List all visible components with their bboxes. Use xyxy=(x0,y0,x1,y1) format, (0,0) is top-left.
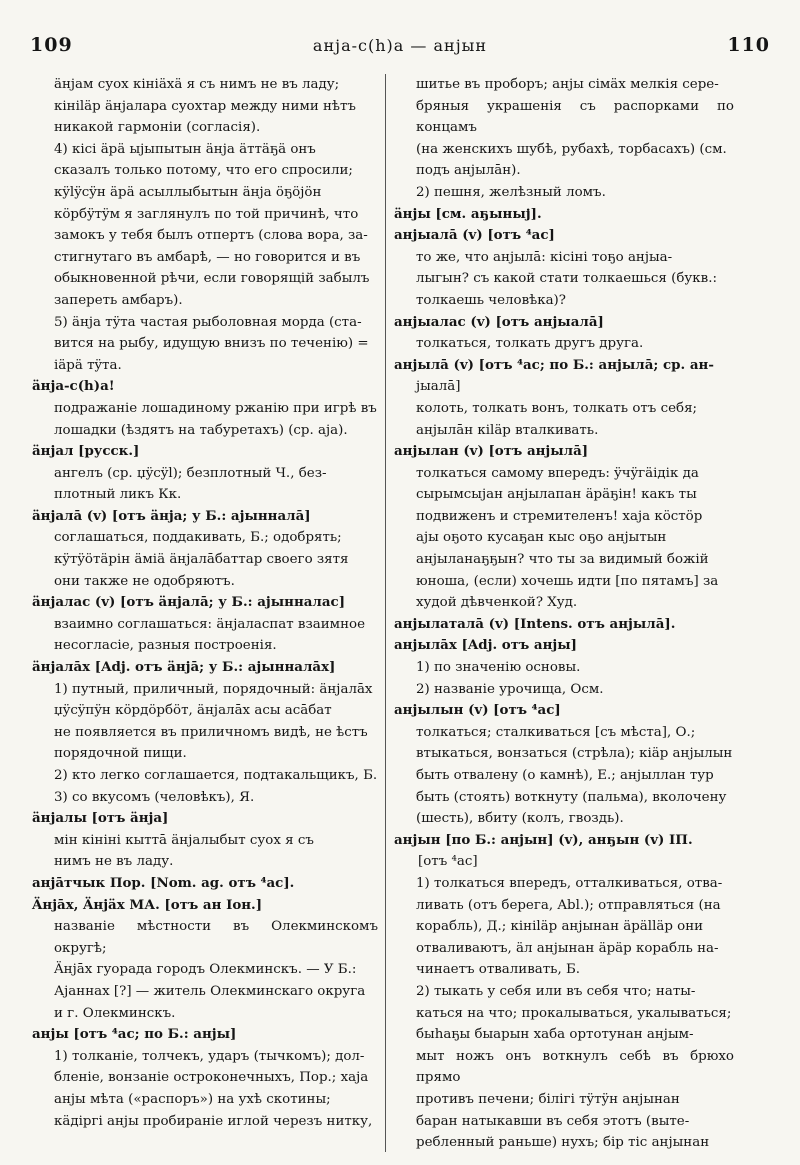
entry-text-line: 1) путный, приличный, порядочный: äнjалāх xyxy=(54,681,373,697)
entry-text-line: кÿlÿсÿн äрä асыллыбытын äнjа öҕöjöн xyxy=(54,184,322,200)
entry-text-line: колоть, толкать вонъ, толкать отъ себя; xyxy=(416,400,698,416)
entry-text-line: порядочной пищи. xyxy=(54,746,187,762)
entry-text-line: отваливаютъ, äл анjынан äрäр корабль на- xyxy=(416,940,719,956)
entry-headword-line: анjын [по Б.: анjын] (v), анҕын (v) IП. xyxy=(394,831,693,848)
entry-text-line: 2) названіе урочища, Осм. xyxy=(416,681,604,697)
entry-headword-line: äнjал [русск.] xyxy=(32,443,140,460)
entry-text-line: лыгын? съ какой стати толкаешься (букв.: xyxy=(416,271,717,287)
entry-text-line: 1) по значенію основы. xyxy=(416,660,581,676)
entry-text-line: толкаться, толкать другъ друга. xyxy=(416,336,644,352)
entry-headword-line: äнjы [см. аҕыныј]. xyxy=(394,205,542,222)
entry-text-line: худой дѣвченкой? Худ. xyxy=(416,595,578,611)
entry-text-line: мыт ножъ онъ воткнулъ себѣ въ брюхо прямо xyxy=(416,1048,734,1086)
entry-headword-line: äнjа-с(h)а! xyxy=(32,378,115,395)
entry-text-line: обыкновенной рѣчи, если говорящій забылъ xyxy=(54,271,370,287)
entry-text-line: втыкаться, вонзаться (стрѣла); кiäр анjылын xyxy=(416,746,733,762)
entry-text-line: не появляется въ приличномъ видѣ, не ѣстъ xyxy=(54,724,368,740)
entry-text-line: 5) äнjа тÿта частая рыболовная морда (ста- xyxy=(54,314,362,330)
entry-text-line: 2) тыкать у себя или въ себя что; наты- xyxy=(416,983,696,999)
running-title: анjа-с(h)а — анjын xyxy=(312,35,488,55)
entry-text-line: подвиженъ и стремителенъ! хаjа кöстöр xyxy=(416,508,703,524)
entry-text-line: запереть амбаръ). xyxy=(54,292,183,308)
entry-headword-line: äнjалā (v) [отъ äнjа; у Б.: аjынналā] xyxy=(32,507,311,524)
entry-text-line: взаимно соглашаться: äнjаласпат взаимное xyxy=(54,616,366,632)
entry-text-line: и г. Олекминскъ. xyxy=(54,1005,176,1021)
entry-headword-line: анjылаталā (v) [Intens. отъ анjылā]. xyxy=(394,615,676,632)
entry-headword-line: анjы [отъ ⁴ас; по Б.: анjы] xyxy=(32,1026,237,1043)
entry-text-line: они также не одобряютъ. xyxy=(54,573,235,589)
entry-text-line: мін кініні кыттā äнjалыбыт суох я съ xyxy=(54,832,314,848)
entry-text-line: (на женскихъ шубѣ, рубахѣ, торбасахъ) (см. xyxy=(416,141,727,157)
entry-text-line: ангелъ (ср. џÿсÿl); безплотный Ч., без- xyxy=(54,465,327,481)
column-divider xyxy=(385,74,386,1152)
entry-headword-line: анjылāх [Adj. отъ анjы] xyxy=(394,637,578,654)
entry-text-line: анjы мѣта («распоръ») на ухѣ скотины; xyxy=(54,1091,331,1107)
entry-text-line: анjыланаҕҕын? что ты за видимый божій xyxy=(416,552,709,568)
entry-headword-line: äнjалас (v) [отъ äнjалā; у Б.: аjынналас] xyxy=(32,594,346,611)
right-page-number: 110 xyxy=(727,34,770,56)
page-header xyxy=(30,28,770,62)
entry-text-line: Аjаннах [?] — житель Олекминскаго округа xyxy=(54,983,366,999)
left-page-number: 109 xyxy=(30,34,73,56)
entry-text-line: быть отвалену (о камнѣ), Е.; анjыллан тур xyxy=(416,768,714,783)
entry-text-line: 3) со вкусомъ (человѣкъ), Я. xyxy=(54,789,255,805)
entry-text-line: äнjам суох кініäхä я съ нимъ не въ ладу; xyxy=(54,77,340,92)
entry-text-line: противъ печени; бiлiгi тÿтÿн анjынан xyxy=(416,1091,680,1107)
entry-text-line: кöрбÿтÿм я заглянулъ по той причинѣ, что xyxy=(54,206,359,222)
entry-text-line: 2) кто легко соглашается, подтакальщикъ, Б. xyxy=(54,768,378,783)
entry-text-line: замокъ у тебя былъ отпертъ (слова вора, за- xyxy=(54,228,368,244)
entry-text-line: лошадки (ѣздятъ на табуретахъ) (ср. аја). xyxy=(54,422,348,438)
entry-text-line: анjылāн кiläр вталкивать. xyxy=(416,422,599,438)
entry-text-line: ливать (отъ берега, Abl.); отправляться (на xyxy=(416,897,721,913)
entry-text-line: кäдiргi анjы пробираніе иглой черезъ нитку, xyxy=(54,1113,373,1129)
entry-text-line: толкаешь человѣка)? xyxy=(416,292,566,308)
entry-text-line: толкаться самому впередъ: ÿчÿгäiдiк да xyxy=(416,465,699,481)
entry-text-line: нимъ не въ ладу. xyxy=(54,854,174,870)
entry-text-line: вится на рыбу, идущую внизъ по теченію) = xyxy=(54,336,369,352)
entry-text-line: корабль), Д.; кiнiläр анjынан äрälläр они xyxy=(416,919,704,935)
entry-text-line: быhаҕы быарын хаба ортотунан анjым- xyxy=(416,1027,694,1043)
entry-text-line: [отъ ⁴ас] xyxy=(418,854,478,870)
entry-text-line: никакой гармоніи (согласія). xyxy=(54,120,261,136)
entry-text-line: бряныя украшенія съ распорками по концамъ xyxy=(416,98,734,136)
entry-headword-line: äнjалы [отъ äнjа] xyxy=(32,810,169,827)
right-column xyxy=(394,74,734,1154)
entry-headword-line: анjāтчык Пор. [Nom. ag. отъ ⁴ас]. xyxy=(32,874,295,891)
entry-text-line: ребленный раньше) нухъ; бiр тiс анjынан xyxy=(416,1135,710,1151)
entry-text-line: 4) кісі äрä ыјыпытын äнjа äттäҕä онъ xyxy=(54,141,316,157)
entry-text-line: быть (стоять) воткнуту (пальма), вколочену xyxy=(416,789,727,805)
entry-text-line: 1) толкаться впередъ, отталкиваться, отва- xyxy=(416,875,723,891)
entry-text-line: шитье въ проборъ; анjы сiмäх мелкія сере- xyxy=(416,77,719,92)
entry-text-line: каться на что; прокалываться, укалываться; xyxy=(416,1005,732,1021)
entry-text-line: толкаться; сталкиваться [съ мѣста], О.; xyxy=(416,724,696,740)
entry-text-line: џÿсÿпÿн кöрдöрбöт, äнjалāх асы асāбат xyxy=(54,703,332,719)
entry-text-line: аjы оҕото кусаҕан кыс оҕо анjытын xyxy=(416,530,667,546)
entry-text-line: плотный ликъ Кк. xyxy=(54,487,182,503)
entry-text-line: бленіе, вонзаніе остроконечныхъ, Пор.; хаjа xyxy=(54,1070,369,1086)
entry-text-line: подражаніе лошадиному ржанію при игрѣ въ xyxy=(54,400,377,416)
entry-headword-line: äнjалāх [Adj. отъ äнjā; у Б.: аjынналāх] xyxy=(32,659,336,676)
left-column xyxy=(32,74,378,1132)
entry-headword-line: анjылан (v) [отъ анjылā] xyxy=(394,443,589,460)
entry-text-line: кініläр äнjалара суохтар между ними нѣтъ xyxy=(54,98,356,114)
entry-text-line: стигнутаго въ амбарѣ, — но говорится и въ xyxy=(54,249,361,265)
entry-text-line: несогласіе, разныя построенія. xyxy=(54,638,277,654)
entry-headword-line: анjылā (v) [отъ ⁴ас; по Б.: анjылā; ср. ан- xyxy=(394,356,714,373)
entry-headword-line: анjылын (v) [отъ ⁴ас] xyxy=(394,702,561,719)
entry-text-line: (шесть), вбиту (колъ, гвоздь). xyxy=(416,811,624,827)
entry-text-line: сказалъ только потому, что его спросили; xyxy=(54,163,353,179)
entry-text-line: юноша, (если) хочешь идти [по пятамъ] за xyxy=(416,573,719,589)
entry-text-line: соглашаться, поддакивать, Б.; одобрять; xyxy=(54,530,342,546)
entry-text-line: 2) пешня, желѣзный ломъ. xyxy=(416,184,606,200)
entry-headword-line: Äнjāх, Äнjäх МА. [отъ ан Іон.] xyxy=(32,896,263,913)
entry-text-line: названіе мѣстности въ Олекминскомъ округѣ; xyxy=(54,919,378,956)
entry-text-line: подъ анjылāн). xyxy=(416,163,521,179)
entry-headword-line: анjыалā (v) [отъ ⁴ас] xyxy=(394,227,555,244)
entry-headword-line: анjыалас (v) [отъ анjыалā] xyxy=(394,313,604,330)
entry-text-line: 1) толканіе, толчекъ, ударъ (тычкомъ); дол- xyxy=(54,1048,365,1064)
entry-text-line: баран натыкавши въ себя этотъ (выте- xyxy=(416,1113,690,1129)
entry-text-line: iäрä тÿта. xyxy=(54,357,122,373)
entry-text-line: сырымсыjан анjылапан äрäҕiн! какъ ты xyxy=(416,487,697,503)
entry-text-line: кÿтÿöтäрін äміä äнjалāбаттар своего зятя xyxy=(54,552,349,568)
entry-text-line: јыалā] xyxy=(416,379,461,395)
entry-text-line: то же, что анjылā: кiсiнi тоҕо анjыа- xyxy=(416,249,673,265)
entry-text-line: чинаетъ отваливать, Б. xyxy=(416,962,581,978)
entry-text-line: Äнjāх гуорада городъ Олекминскъ. — У Б.: xyxy=(54,962,357,978)
